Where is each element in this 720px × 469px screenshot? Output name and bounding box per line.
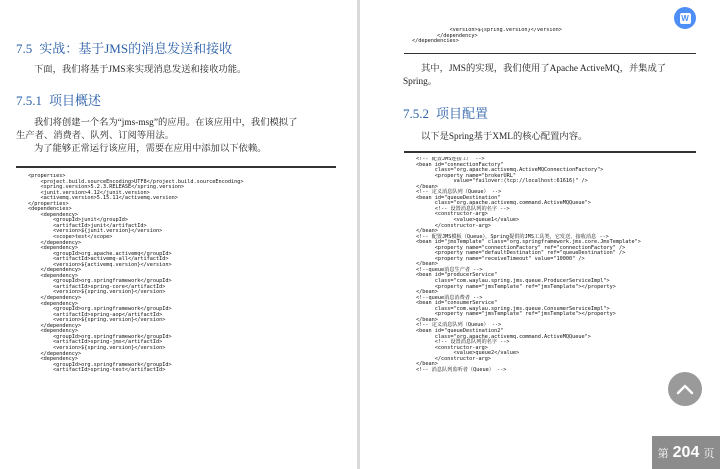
- right-page: [360, 0, 720, 469]
- subsection-title: 项目概述: [49, 93, 102, 108]
- section-title: 实战：基于JMS的消息发送和接收: [39, 41, 233, 56]
- config-intro-text: 以下是Spring基于XML的核心配置内容。: [421, 132, 588, 142]
- activemq-paragraph: [403, 63, 693, 89]
- activemq-text: 其中，JMS的实现，我们使用了Apache ActiveMQ，并集成了Spring。: [403, 64, 667, 87]
- config-code-top-rule: [404, 151, 696, 153]
- config-intro-paragraph: [403, 131, 693, 144]
- subsection-heading-751: [16, 90, 101, 109]
- app-logo-icon[interactable]: [674, 7, 696, 29]
- subsection-title-2: 项目配置: [436, 106, 489, 121]
- subsection-heading-752: [403, 103, 488, 122]
- page-prefix: 第: [657, 447, 669, 460]
- code-block-bottom-rule: [404, 53, 696, 54]
- intro-paragraph: [16, 64, 346, 77]
- section-heading: [16, 38, 232, 57]
- scroll-to-top-button[interactable]: [668, 372, 702, 406]
- logo-mark: W: [681, 13, 689, 23]
- pom-dependencies-code: <properties> <project.build.sourceEncoding>UTF8</project.build.sourceEncoding> <spring.version>5.2.3.RELEASE</spring.version> <junit.version>4.12</junit.version> <activemq.version>5.15.11</activemq.version> </properties> <dependencies> <dependency> <groupId>junit</groupId> <artifactId>junit</artifactId> <version>${junit.version}</version> <scope>test</scope> </dependency> <dependency> <groupId>org.apache.activemq</groupId> <artifactId>activemq-all</artifactId> <version>${activemq.version}</version> </dependency> <dependency> <groupId>org.springframework</groupId> <artifactId>spring-core</artifactId> <version>${spring.version}</version> </dependency> <dependency> <groupId>org.springframework</groupId> <artifactId>spring-aop</artifactId> <version>${spring.version}</version> </dependency> <dependency> <groupId>org.springframework</groupId> <artifactId>spring-jms</artifactId> <version>${spring.version}</version> </dependency> <dependency> <groupId>org.springframework</groupId> <artifactId>spring-test</artifactId>: [28, 174, 244, 374]
- pom-dependencies-code-continued: <version>${spring.version}</version> </dependency> </dependencies>: [412, 28, 562, 45]
- page-number-badge: [652, 436, 720, 469]
- intro-text: 下面，我们将基于JMS来实现消息发送和接收功能。: [34, 65, 247, 75]
- chevron-up-icon: [676, 383, 694, 395]
- page-suffix: 页: [703, 447, 715, 460]
- spring-xml-config-code: <!-- 配置JMS连接工厂 --> <bean id="connectionFactory" class="org.apache.activemq.ActiveMQConnectionFactory"> <property name="brokerURL" value="failover:(tcp://localhost:61616)" /> </bean> <!-- 定义消息队列（Queue） --> <bean id="queueDestination" class="org.apache.activemq.command.ActiveMQQueue"> <!-- 设置消息队列的名字 --> <constructor-arg> <value>queue1</value> </constructor-arg> </bean> <!-- 配置JMS模板（Queue），Spring提供的JMS工具类，它发送、接收消息 --> <bean id="jmsTemplate" class="org.springframework.jms.core.JmsTemplate"> <property name="connectionFactory" ref="connectionFactory" /> <property name="defaultDestination" ref="queueDestination" /> <property name="receiveTimeout" value="10000" /> </bean> <!--queue消息生产者 --> <bean id="producerService" class="com.waylau.spring.jms.queue.ProducerServiceImpl"> <property name="jmsTemplate" ref="jmsTemplate"></property> </bean> <!--queue消息消费者 --> <bean id="consumerService" class="com.waylau.spring.jms.queue.ConsumerServiceImpl"> <property name="jmsTemplate" ref="jmsTemplate"></property> </bean> <!-- 定义消息队列（Queue） --> <bean id="queueDestination2" class="org.apache.activemq.command.ActiveMQQueue"> <!-- 设置消息队列的名字 --> <constructor-arg> <value>queue2</value> </constructor-arg> </bean> <!-- 消息队列监听者（Queue） -->: [416, 157, 641, 373]
- section-number: 7.5: [16, 41, 33, 56]
- code-block-top-rule: [16, 166, 336, 168]
- subsection-number: 7.5.1: [16, 93, 42, 108]
- dependencies-intro-text: 为了能够正常运行该应用，需要在应用中添加以下依赖。: [34, 144, 267, 154]
- left-page: [0, 0, 357, 469]
- page-number: 204: [672, 443, 700, 461]
- overview-text: 我们将创建一个名为“jms-msg”的应用。在该应用中，我们模拟了生产者、消费者、队列、订阅等用法。: [16, 118, 298, 141]
- subsection-number-2: 7.5.2: [403, 106, 429, 121]
- project-overview-paragraph: [16, 117, 306, 156]
